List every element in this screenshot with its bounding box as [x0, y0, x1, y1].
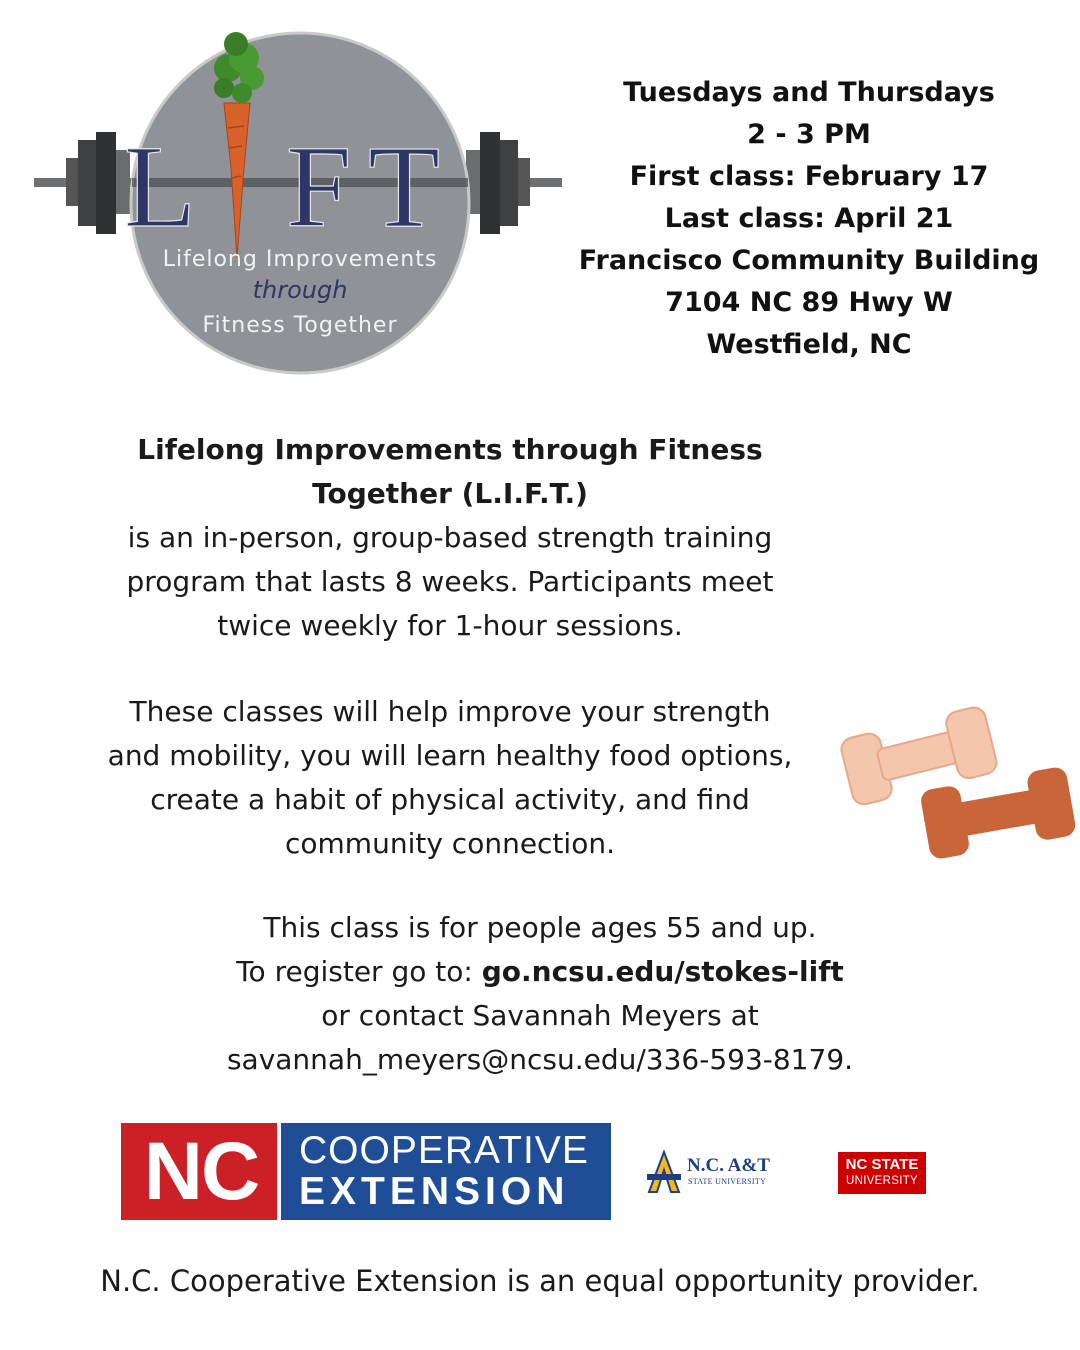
dumbbells-icon — [838, 692, 1078, 867]
program-title-line1: Lifelong Improvements through Fitness — [137, 433, 763, 466]
logo-letter-l: L — [124, 121, 197, 252]
schedule-days: Tuesdays and Thursdays — [623, 77, 995, 108]
description-line: twice weekly for 1-hour sessions. — [217, 609, 683, 642]
schedule-last-class: Last class: April 21 — [664, 203, 954, 234]
program-title-line2: Together (L.I.F.T.) — [312, 477, 588, 510]
schedule-time: 2 - 3 PM — [747, 119, 871, 150]
aggie-a-icon — [645, 1150, 683, 1194]
benefits-line: These classes will help improve your strength — [129, 695, 771, 728]
logo-tagline-line2: through — [252, 276, 348, 304]
aggie-name: N.C. A&T — [687, 1155, 770, 1176]
program-benefits — [40, 690, 860, 866]
description-line: program that lasts 8 weeks. Participants meet — [126, 565, 774, 598]
nc-cooperative-extension-logo — [121, 1123, 611, 1220]
dumbbell-light-icon — [839, 705, 999, 807]
benefits-line: and mobility, you will learn healthy food options, — [107, 739, 793, 772]
schedule-address: 7104 NC 89 Hwy W — [665, 287, 953, 318]
logo-letter-f: F — [286, 121, 352, 252]
right-weight-plates-icon — [466, 132, 530, 234]
age-requirement: This class is for people ages 55 and up. — [263, 911, 817, 944]
program-description — [40, 428, 860, 648]
contact-email-phone[interactable]: savannah_meyers@ncsu.edu/336-593-8179. — [226, 1043, 854, 1076]
nc-state-logo — [838, 1152, 926, 1194]
schedule-city: Westfield, NC — [706, 329, 912, 360]
nc-ext-wordmark — [281, 1123, 611, 1220]
contact-line: or contact Savannah Meyers at — [321, 999, 759, 1032]
registration-info — [130, 906, 950, 1082]
left-weight-plates-icon — [66, 132, 130, 234]
nc-at-logo — [645, 1150, 780, 1195]
schedule-block — [570, 72, 1048, 366]
logo-tagline-line3: Fitness Together — [202, 313, 398, 338]
nc-ext-nc-mark: NC — [121, 1123, 281, 1220]
lift-logo — [28, 18, 568, 383]
aggie-subtitle: STATE UNIVERSITY — [688, 1177, 767, 1186]
register-line — [130, 950, 950, 994]
schedule-first-class: First class: February 17 — [629, 161, 989, 192]
dumbbell-dark-icon — [919, 766, 1077, 861]
benefits-line: community connection. — [285, 827, 615, 860]
schedule-venue: Francisco Community Building — [578, 245, 1040, 276]
ncstate-line1: NC STATE — [845, 1156, 919, 1173]
description-line: is an in-person, group-based strength training — [127, 521, 773, 554]
nc-ext-line1: COOPERATIVE — [299, 1128, 589, 1172]
ncstate-line2: UNIVERSITY — [845, 1175, 918, 1187]
logo-tagline-line1: Lifelong Improvements — [162, 247, 438, 272]
register-link[interactable]: go.ncsu.edu/stokes-lift — [481, 955, 844, 988]
benefits-line: create a habit of physical activity, and find — [150, 783, 750, 816]
register-prefix: To register go to: — [236, 955, 482, 988]
equal-opportunity-statement: N.C. Cooperative Extension is an equal opportunity provider. — [100, 1264, 980, 1298]
nc-ext-line2: EXTENSION — [299, 1169, 570, 1213]
logo-letter-t: T — [368, 121, 441, 252]
